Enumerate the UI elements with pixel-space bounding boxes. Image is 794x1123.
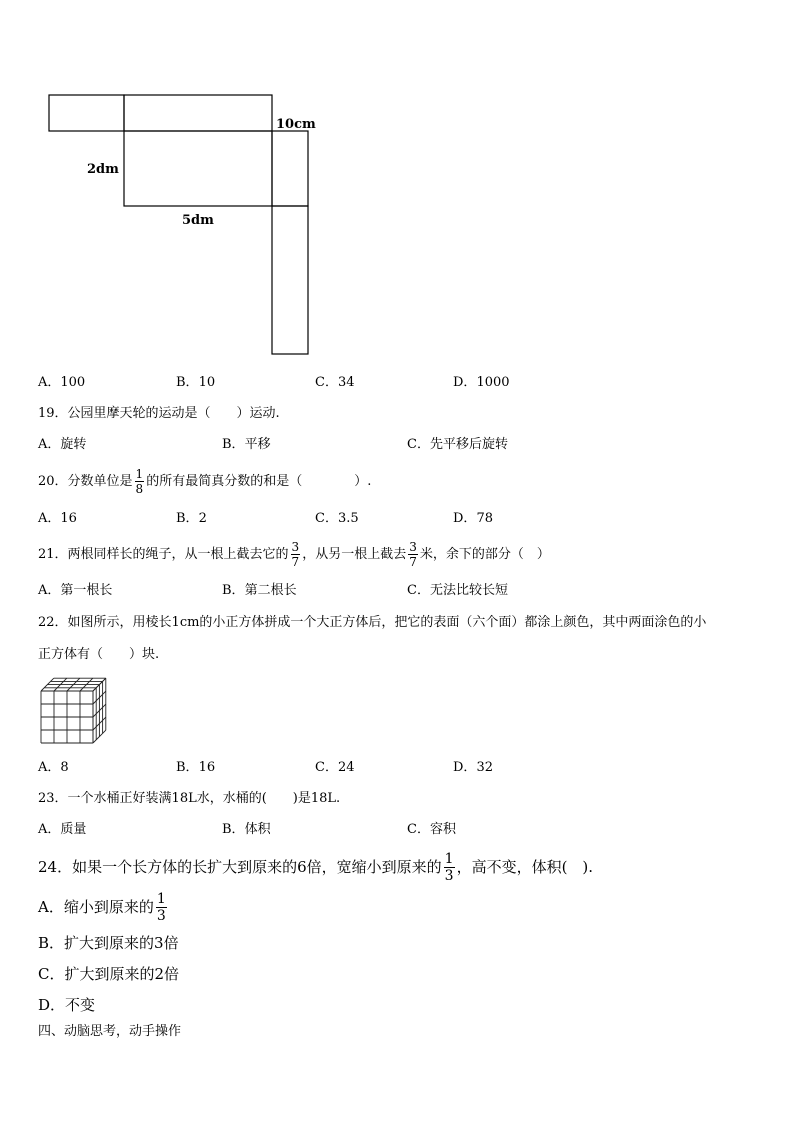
net-label-2dm: 2dm (87, 162, 119, 177)
net-label-10cm: 10cm (276, 117, 316, 132)
net-bottom-rect (272, 206, 308, 354)
q23-question: 23．一个水桶正好装满18L水，水桶的( )是18L. (38, 791, 341, 806)
q19-option-a[interactable]: A．旋转 (38, 437, 87, 452)
q22-option-c[interactable]: C．24 (315, 760, 355, 775)
net-top-rect (124, 95, 272, 131)
q19-option-c[interactable]: C．先平移后旋转 (407, 437, 508, 452)
q18-option-b[interactable]: B．10 (176, 375, 216, 390)
q21-question: 21．两根同样长的绳子，从一根上截去它的 $\frac{3}{7}$ ，从另一根上截去 $\frac{3}{7}$ 米，余下的部分（ ） (38, 539, 550, 569)
q18-option-c[interactable]: C．34 (315, 375, 355, 390)
q20-question: 20．分数单位是 $\frac{1}{8}$ 的所有最简真分数的和是（ ）. (38, 466, 372, 496)
q20-option-a[interactable]: A．16 (38, 511, 77, 526)
section-4-heading: 四、动脑思考，动手操作 (38, 1024, 182, 1039)
net-right-rect (272, 131, 308, 206)
q24-option-a[interactable]: A．缩小到原来的 $\frac{1}{3}$ (38, 890, 166, 924)
cube-diagram (0, 670, 120, 750)
q21-fraction-2: $\frac{3}{7}$ (409, 539, 417, 569)
q21-option-a[interactable]: A．第一根长 (38, 583, 113, 598)
q19-option-b[interactable]: B．平移 (222, 437, 271, 452)
q24-question: 24．如果一个长方体的长扩大到原来的6倍，宽缩小到原来的 $\frac{1}{3}$ ，高不变，体积( ). (38, 850, 594, 884)
q24-option-c[interactable]: C．扩大到原来的2倍 (38, 965, 180, 983)
q18-option-a[interactable]: A．100 (38, 375, 86, 390)
q21-option-c[interactable]: C．无法比较长短 (407, 583, 508, 598)
net-diagram (0, 0, 340, 360)
q22-option-b[interactable]: B．16 (176, 760, 216, 775)
q23-option-a[interactable]: A．质量 (38, 822, 87, 837)
q24-option-b[interactable]: B．扩大到原来的3倍 (38, 934, 179, 952)
q24-option-a-fraction: $\frac{1}{3}$ (156, 890, 166, 924)
q22-question-line2: 正方体有（ ）块. (38, 647, 160, 662)
q20-option-c[interactable]: C．3.5 (315, 511, 359, 526)
net-top-left-rect (49, 95, 124, 131)
q23-option-c[interactable]: C．容积 (407, 822, 456, 837)
q19-question: 19．公园里摩天轮的运动是（ ）运动. (38, 406, 280, 421)
net-main-rect (124, 131, 272, 206)
q20-option-b[interactable]: B．2 (176, 511, 207, 526)
q24-fraction: $\frac{1}{3}$ (444, 850, 454, 884)
q22-option-a[interactable]: A．8 (38, 760, 69, 775)
q20-option-d[interactable]: D．78 (453, 511, 493, 526)
q23-option-b[interactable]: B．体积 (222, 822, 271, 837)
q21-option-b[interactable]: B．第二根长 (222, 583, 297, 598)
q18-option-d[interactable]: D．1000 (453, 375, 510, 390)
q20-fraction: $\frac{1}{8}$ (135, 466, 144, 496)
q24-option-d[interactable]: D．不变 (38, 996, 96, 1014)
q21-fraction-1: $\frac{3}{7}$ (291, 539, 300, 569)
q22-option-d[interactable]: D．32 (453, 760, 493, 775)
net-label-5dm: 5dm (182, 213, 214, 228)
q22-question-line1: 22．如图所示，用棱长1cm的小正方体拼成一个大正方体后，把它的表面（六个面）都涂上颜色，其中两面涂色的小 (38, 615, 707, 630)
